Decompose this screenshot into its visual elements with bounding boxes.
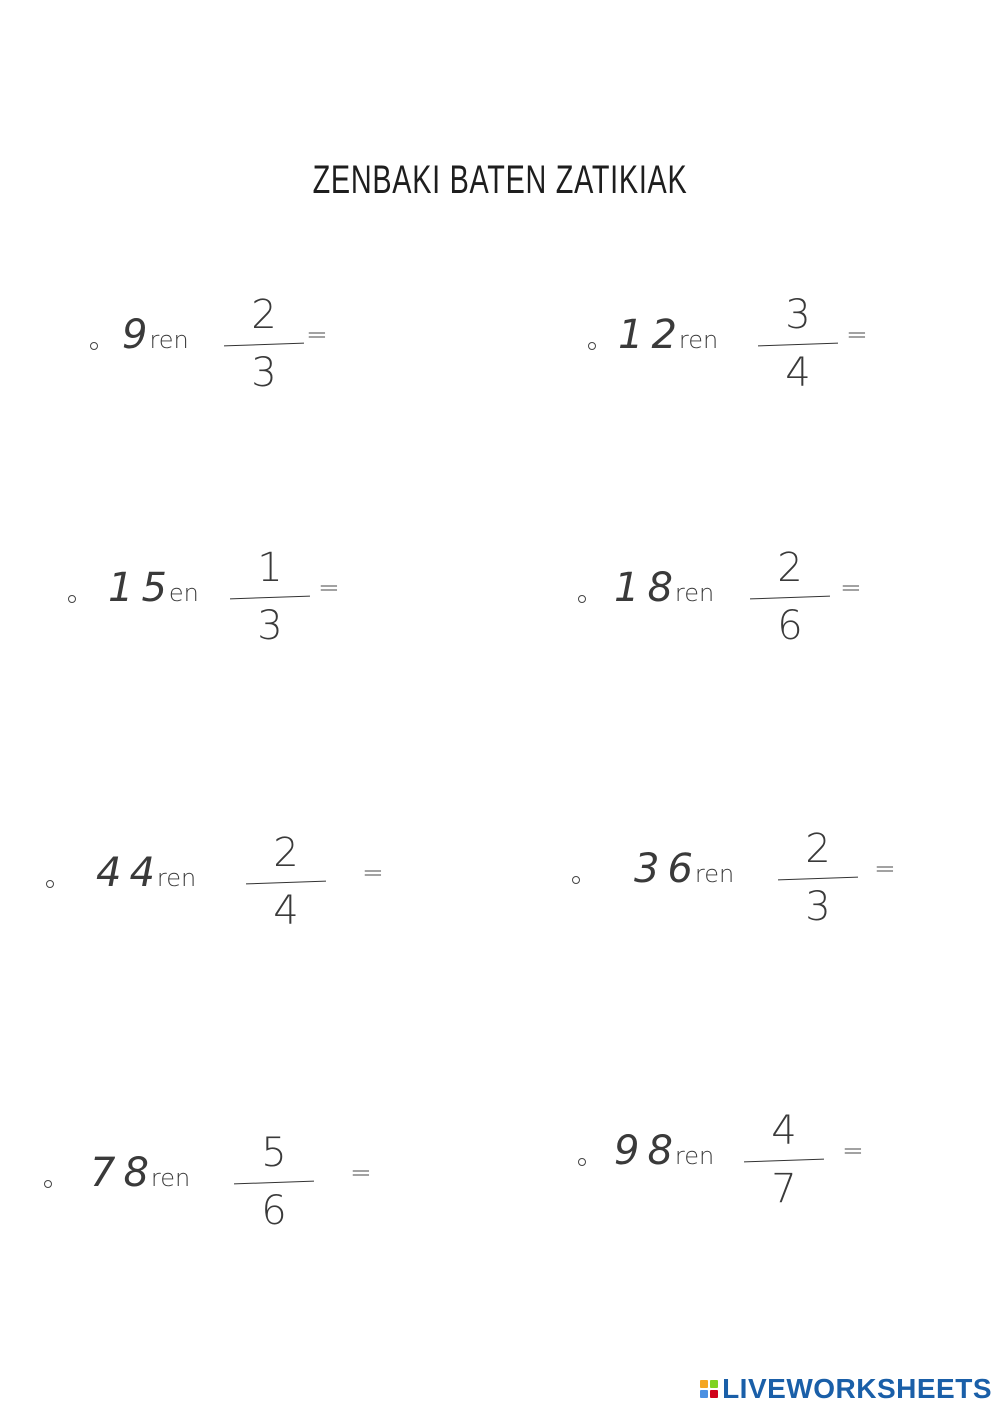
- bullet-icon: [572, 876, 580, 884]
- logo-blocks-icon: [700, 1380, 718, 1398]
- exercise-3: [68, 545, 448, 665]
- logo-text: LIVEWORKSHEETS: [722, 1373, 992, 1404]
- fraction-bar: [778, 877, 858, 881]
- denominator: 3: [251, 350, 277, 396]
- fraction-bar: [224, 343, 304, 347]
- whole-number: 98ren: [614, 1128, 715, 1174]
- logo-block: [700, 1380, 708, 1388]
- logo-block: [700, 1390, 708, 1398]
- exercise-7: [44, 1130, 424, 1250]
- fraction-bar: [230, 596, 310, 600]
- equals-sign: =: [840, 573, 862, 603]
- numerator: 2: [805, 826, 831, 872]
- fraction-bar: [758, 343, 838, 347]
- whole-number: 15en: [108, 565, 199, 611]
- denominator: 6: [777, 603, 803, 649]
- fraction-bar: [234, 1181, 314, 1185]
- numerator: 2: [251, 292, 277, 338]
- bullet-icon: [44, 1180, 52, 1188]
- fraction: [750, 545, 830, 655]
- exercise-1: [90, 292, 470, 412]
- whole-number: 12ren: [618, 312, 719, 358]
- bullet-icon: [578, 595, 586, 603]
- bullet-icon: [46, 880, 54, 888]
- fraction-bar: [750, 596, 830, 600]
- fraction: [230, 545, 310, 655]
- liveworksheets-logo[interactable]: [700, 1373, 992, 1405]
- equals-sign: =: [874, 854, 896, 884]
- whole-number: 9ren: [122, 312, 189, 358]
- equals-sign: =: [362, 858, 384, 888]
- fraction: [234, 1130, 314, 1240]
- bullet-icon: [90, 342, 98, 350]
- fraction: [758, 292, 838, 402]
- exercise-4: [578, 545, 958, 665]
- numerator: 4: [771, 1108, 797, 1154]
- numerator: 3: [785, 292, 811, 338]
- fraction-bar: [246, 881, 326, 885]
- numerator: 5: [261, 1130, 287, 1176]
- exercise-8: [578, 1108, 958, 1228]
- denominator: 3: [257, 603, 283, 649]
- equals-sign: =: [306, 320, 328, 350]
- fraction: [224, 292, 304, 402]
- denominator: 4: [273, 888, 299, 934]
- worksheet-title: ZENBAKI BATEN ZATIKIAK: [312, 158, 688, 202]
- exercise-6: [572, 826, 952, 946]
- whole-number: 36ren: [634, 846, 735, 892]
- equals-sign: =: [842, 1136, 864, 1166]
- fraction-bar: [744, 1159, 824, 1163]
- bullet-icon: [68, 595, 76, 603]
- exercise-5: [46, 830, 426, 950]
- bullet-icon: [578, 1158, 586, 1166]
- fraction: [778, 826, 858, 936]
- fraction: [246, 830, 326, 940]
- equals-sign: =: [846, 320, 868, 350]
- denominator: 4: [785, 350, 811, 396]
- whole-number: 18ren: [614, 565, 715, 611]
- fraction: [744, 1108, 824, 1218]
- whole-number: 44ren: [96, 850, 197, 896]
- denominator: 7: [771, 1166, 797, 1212]
- exercise-2: [588, 292, 968, 412]
- numerator: 1: [257, 545, 283, 591]
- logo-block: [710, 1390, 718, 1398]
- denominator: 3: [805, 884, 831, 930]
- logo-block: [710, 1380, 718, 1388]
- numerator: 2: [777, 545, 803, 591]
- denominator: 6: [261, 1188, 287, 1234]
- numerator: 2: [273, 830, 299, 876]
- equals-sign: =: [318, 573, 340, 603]
- bullet-icon: [588, 342, 596, 350]
- equals-sign: =: [350, 1158, 372, 1188]
- whole-number: 78ren: [90, 1150, 191, 1196]
